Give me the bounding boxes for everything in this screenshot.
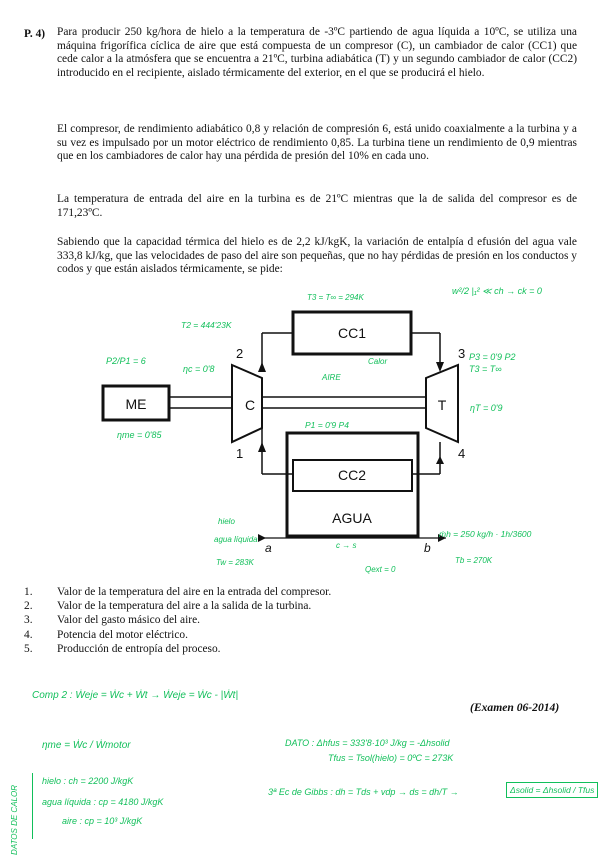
note-eta-t: ηT = 0'9 <box>470 403 503 413</box>
note-m-hielo: ṁh = 250 kg/h · 1h/3600 <box>439 529 532 539</box>
problem-paragraph-3: La temperatura de entrada del aire en la turbina es de 21ºC mientras que la de salida del compresor es de 171,23ºC. <box>57 193 577 219</box>
note-agua-liquida: agua líquida <box>214 535 258 544</box>
me-label: ME <box>125 396 147 412</box>
note-comp2: Comp 2 : Ẇeje = Ẇc + Ẇt → Ẇeje = Ẇc - |Ẇt| <box>32 690 239 701</box>
note-t2: T2 = 444'23K <box>181 320 232 330</box>
note-c-s: c → s <box>336 541 357 550</box>
node-1: 1 <box>236 446 244 461</box>
refrigeration-cycle-diagram <box>0 280 600 580</box>
cc1-label: CC1 <box>337 325 367 341</box>
note-eta-c: ηc = 0'8 <box>183 364 215 374</box>
note-ec-gibbs: 3ª Ec de Gibbs : dh = Tds + vdp → ds = dh/T → <box>268 787 459 797</box>
node-4: 4 <box>458 446 466 461</box>
brace-divider <box>32 773 36 839</box>
note-hielo: hielo <box>218 517 235 526</box>
note-eta-me: ηme = 0'85 <box>117 430 162 440</box>
note-boxed-formula: Δsolid = Δhsolid / Tfus <box>506 782 598 798</box>
note-aire: AIRE <box>322 373 341 382</box>
arrow-up-4 <box>436 456 444 464</box>
note-calor: Calor <box>368 357 388 366</box>
question-item: 4. Potencia del motor eléctrico. <box>24 628 188 641</box>
note-c-hielo: hielo : ch = 2200 J/kgK <box>42 776 134 786</box>
agua-label: AGUA <box>332 510 372 526</box>
problem-paragraph-1: Para producir 250 kg/hora de hielo a la temperatura de -3ºC partiendo de agua líquida a 10ºC, se utiliza una máquina frigorífica cíclica de aire que está compuesta de un compresor (C), un cambiador de calor (CC1) que cede calor a la atmósfera que se encuentra a 21ºC, turbina adiabática (T) y un segundo cambiador de calor (CC2) introducido en el recipiente, aislado térmicamente del exterior, en el que se producirá el hielo. <box>57 26 577 79</box>
questions-list <box>24 585 331 656</box>
note-t-agua: Tw = 283K <box>216 558 254 567</box>
note-datos-label: DATOS DE CALOR <box>10 785 19 855</box>
note-eta-formula: ηme = Ẇc / Ẇmotor <box>42 740 131 751</box>
note-c-agua: agua líquida : cp = 4180 J/kgK <box>42 797 164 807</box>
problem-paragraph-2: El compresor, de rendimiento adiabático 0,8 y relación de compresión 6, está unido coaxialmente a la turbina y a su vez es impulsado por un motor eléctrico de rendimiento 0,85. La turbina tiene un rendimiento de 0,9 mientras que en los cambiadores de calor hay una pérdida de presión del 10% en cada uno. <box>57 123 577 163</box>
node-2: 2 <box>236 346 244 361</box>
problem-paragraph-4: Sabiendo que la capacidad térmica del hielo es de 2,2 kJ/kgK, la variación de entalpía d efusión del agua vale 333,8 kJ/kg, que las velocidades de paso del aire son pequeñas, que no hay pérdidas de presión en los conductos y codos y que están aislados térmicamente, se pide: <box>57 236 577 276</box>
problem-label: P. 4) <box>24 28 46 40</box>
arrow-up-2 <box>258 362 266 372</box>
exam-reference: (Examen 06-2014) <box>470 701 560 714</box>
note-p1: P1 = 0'9 P4 <box>305 420 349 430</box>
cc2-label: CC2 <box>337 467 367 483</box>
question-item: 5. Producción de entropía del proceso. <box>24 642 221 655</box>
note-p3: P3 = 0'9 P2 <box>469 352 516 362</box>
note-c-aire: aire : cp = 10³ J/kgK <box>62 816 143 826</box>
node-b: b <box>424 541 431 555</box>
node-3: 3 <box>458 346 466 361</box>
question-item: 2. Valor de la temperatura del aire a la salida de la turbina. <box>24 600 312 613</box>
note-qext: Qext = 0 <box>365 565 396 574</box>
node-a: a <box>265 541 272 555</box>
note-tb: Tb = 270K <box>455 556 493 565</box>
note-tfus: Tfus = Tsol(hielo) = 0ºC = 273K <box>328 753 454 763</box>
note-pressure-ratio: P2/P1 = 6 <box>106 356 146 366</box>
note-t3-side: T3 = T∞ <box>469 364 502 374</box>
note-kinetic: w²/2 |₁² ≪ ch → ck = 0 <box>452 286 542 296</box>
note-dato: DATO : Δhfus = 333'8·10³ J/kg = -Δhsolid <box>285 738 450 748</box>
note-t3-top: T3 = T∞ = 294K <box>307 293 364 302</box>
question-item: 1. Valor de la temperatura del aire en la entrada del compresor. <box>24 586 332 598</box>
question-item: 3. Valor del gasto másico del aire. <box>24 614 200 627</box>
compressor-label: C <box>244 397 256 413</box>
turbine-label: T <box>437 397 447 413</box>
arrow-up-1 <box>258 442 266 452</box>
